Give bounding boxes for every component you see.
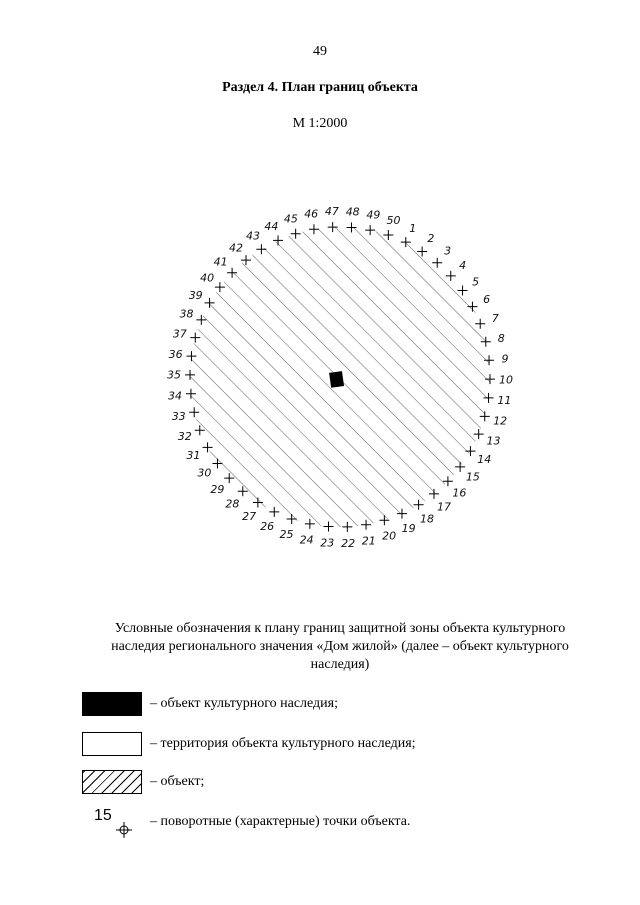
boundary-point-label: 38 [179, 307, 194, 321]
boundary-point-label: 44 [264, 219, 279, 233]
legend-swatch-point [82, 807, 142, 834]
boundary-point-label: 31 [186, 448, 201, 462]
boundary-point-label: 10 [499, 373, 513, 387]
boundary-point-label: 4 [459, 259, 467, 273]
map-scale: М 1:2000 [292, 116, 348, 131]
legend-item-object [82, 770, 602, 798]
boundary-point-label: 47 [324, 205, 339, 219]
boundary-point-label: 26 [260, 520, 275, 534]
boundary-point-label: 48 [345, 205, 360, 219]
legend-item-turning-points [82, 807, 602, 838]
boundary-point-label: 25 [279, 528, 294, 542]
boundary-point-label: 41 [213, 255, 228, 269]
boundary-point-label: 43 [246, 229, 260, 243]
section-title: Раздел 4. План границ объекта [222, 80, 418, 95]
legend-title: Условные обозначения к плану границ защитной зоны объекта культурного наследия регионального значения «Дом жилой» (далее – объект культурного наследия) [111, 621, 569, 672]
boundary-point-label: 1 [409, 221, 417, 235]
boundary-point-label: 3 [444, 244, 452, 258]
boundary-point-label: 19 [401, 522, 416, 536]
crosshair-icon [116, 822, 132, 838]
boundary-point-label: 14 [477, 453, 492, 466]
boundary-point-label: 39 [188, 289, 203, 302]
boundary-point-label: 2 [427, 232, 435, 246]
boundary-point-label: 30 [197, 466, 212, 480]
boundary-point-label: 32 [177, 429, 192, 443]
boundary-point-label: 17 [437, 500, 451, 514]
boundary-point-label: 12 [493, 414, 508, 428]
boundary-point-label: 45 [283, 212, 298, 226]
boundary-plan [0, 150, 640, 590]
boundary-point-label: 20 [382, 529, 397, 543]
legend-point-number: 15 [94, 807, 112, 824]
boundary-point-label: 46 [304, 207, 319, 221]
boundary-point-label: 24 [299, 533, 314, 547]
boundary-point-label: 6 [483, 293, 491, 307]
heritage-object-marker [329, 371, 344, 388]
boundary-point-label: 7 [491, 312, 499, 326]
legend-swatch-black [82, 692, 142, 716]
legend-label: – объект культурного наследия; [150, 696, 338, 711]
boundary-point-label: 16 [452, 486, 467, 500]
legend-swatch-hatch [82, 770, 142, 794]
boundary-point-label: 22 [341, 536, 356, 550]
boundary-point-label: 35 [167, 368, 181, 382]
boundary-point-label: 33 [171, 410, 186, 423]
boundary-point-label: 34 [168, 389, 182, 403]
legend-label: – территория объекта культурного наследия; [150, 736, 416, 751]
boundary-point-label: 18 [420, 512, 434, 526]
boundary-point-label: 49 [366, 208, 381, 222]
boundary-point-label: 27 [242, 509, 257, 523]
boundary-point-label: 29 [210, 482, 225, 496]
boundary-point-label: 21 [361, 534, 376, 548]
boundary-point-label: 13 [486, 434, 501, 448]
boundary-point-label: 11 [497, 394, 512, 408]
page-number: 49 [313, 44, 327, 59]
boundary-point-label: 37 [172, 327, 187, 341]
boundary-point-label: 8 [497, 332, 505, 345]
legend-item-heritage-object [82, 692, 602, 720]
boundary-point-label: 5 [472, 275, 480, 289]
boundary-point-label: 40 [200, 271, 215, 285]
boundary-point-label: 50 [386, 213, 401, 227]
boundary-point-label: 36 [168, 347, 183, 361]
boundary-point-label: 28 [225, 497, 240, 511]
legend-label: – объект; [150, 774, 205, 789]
legend-swatch-white [82, 732, 142, 756]
legend-item-heritage-territory [82, 732, 602, 760]
legend-label: – поворотные (характерные) точки объекта. [150, 814, 411, 829]
boundary-point-label: 23 [320, 536, 335, 550]
boundary-point-label: 42 [229, 241, 243, 255]
boundary-point-label: 9 [501, 352, 509, 366]
boundary-point-label: 15 [465, 470, 480, 484]
